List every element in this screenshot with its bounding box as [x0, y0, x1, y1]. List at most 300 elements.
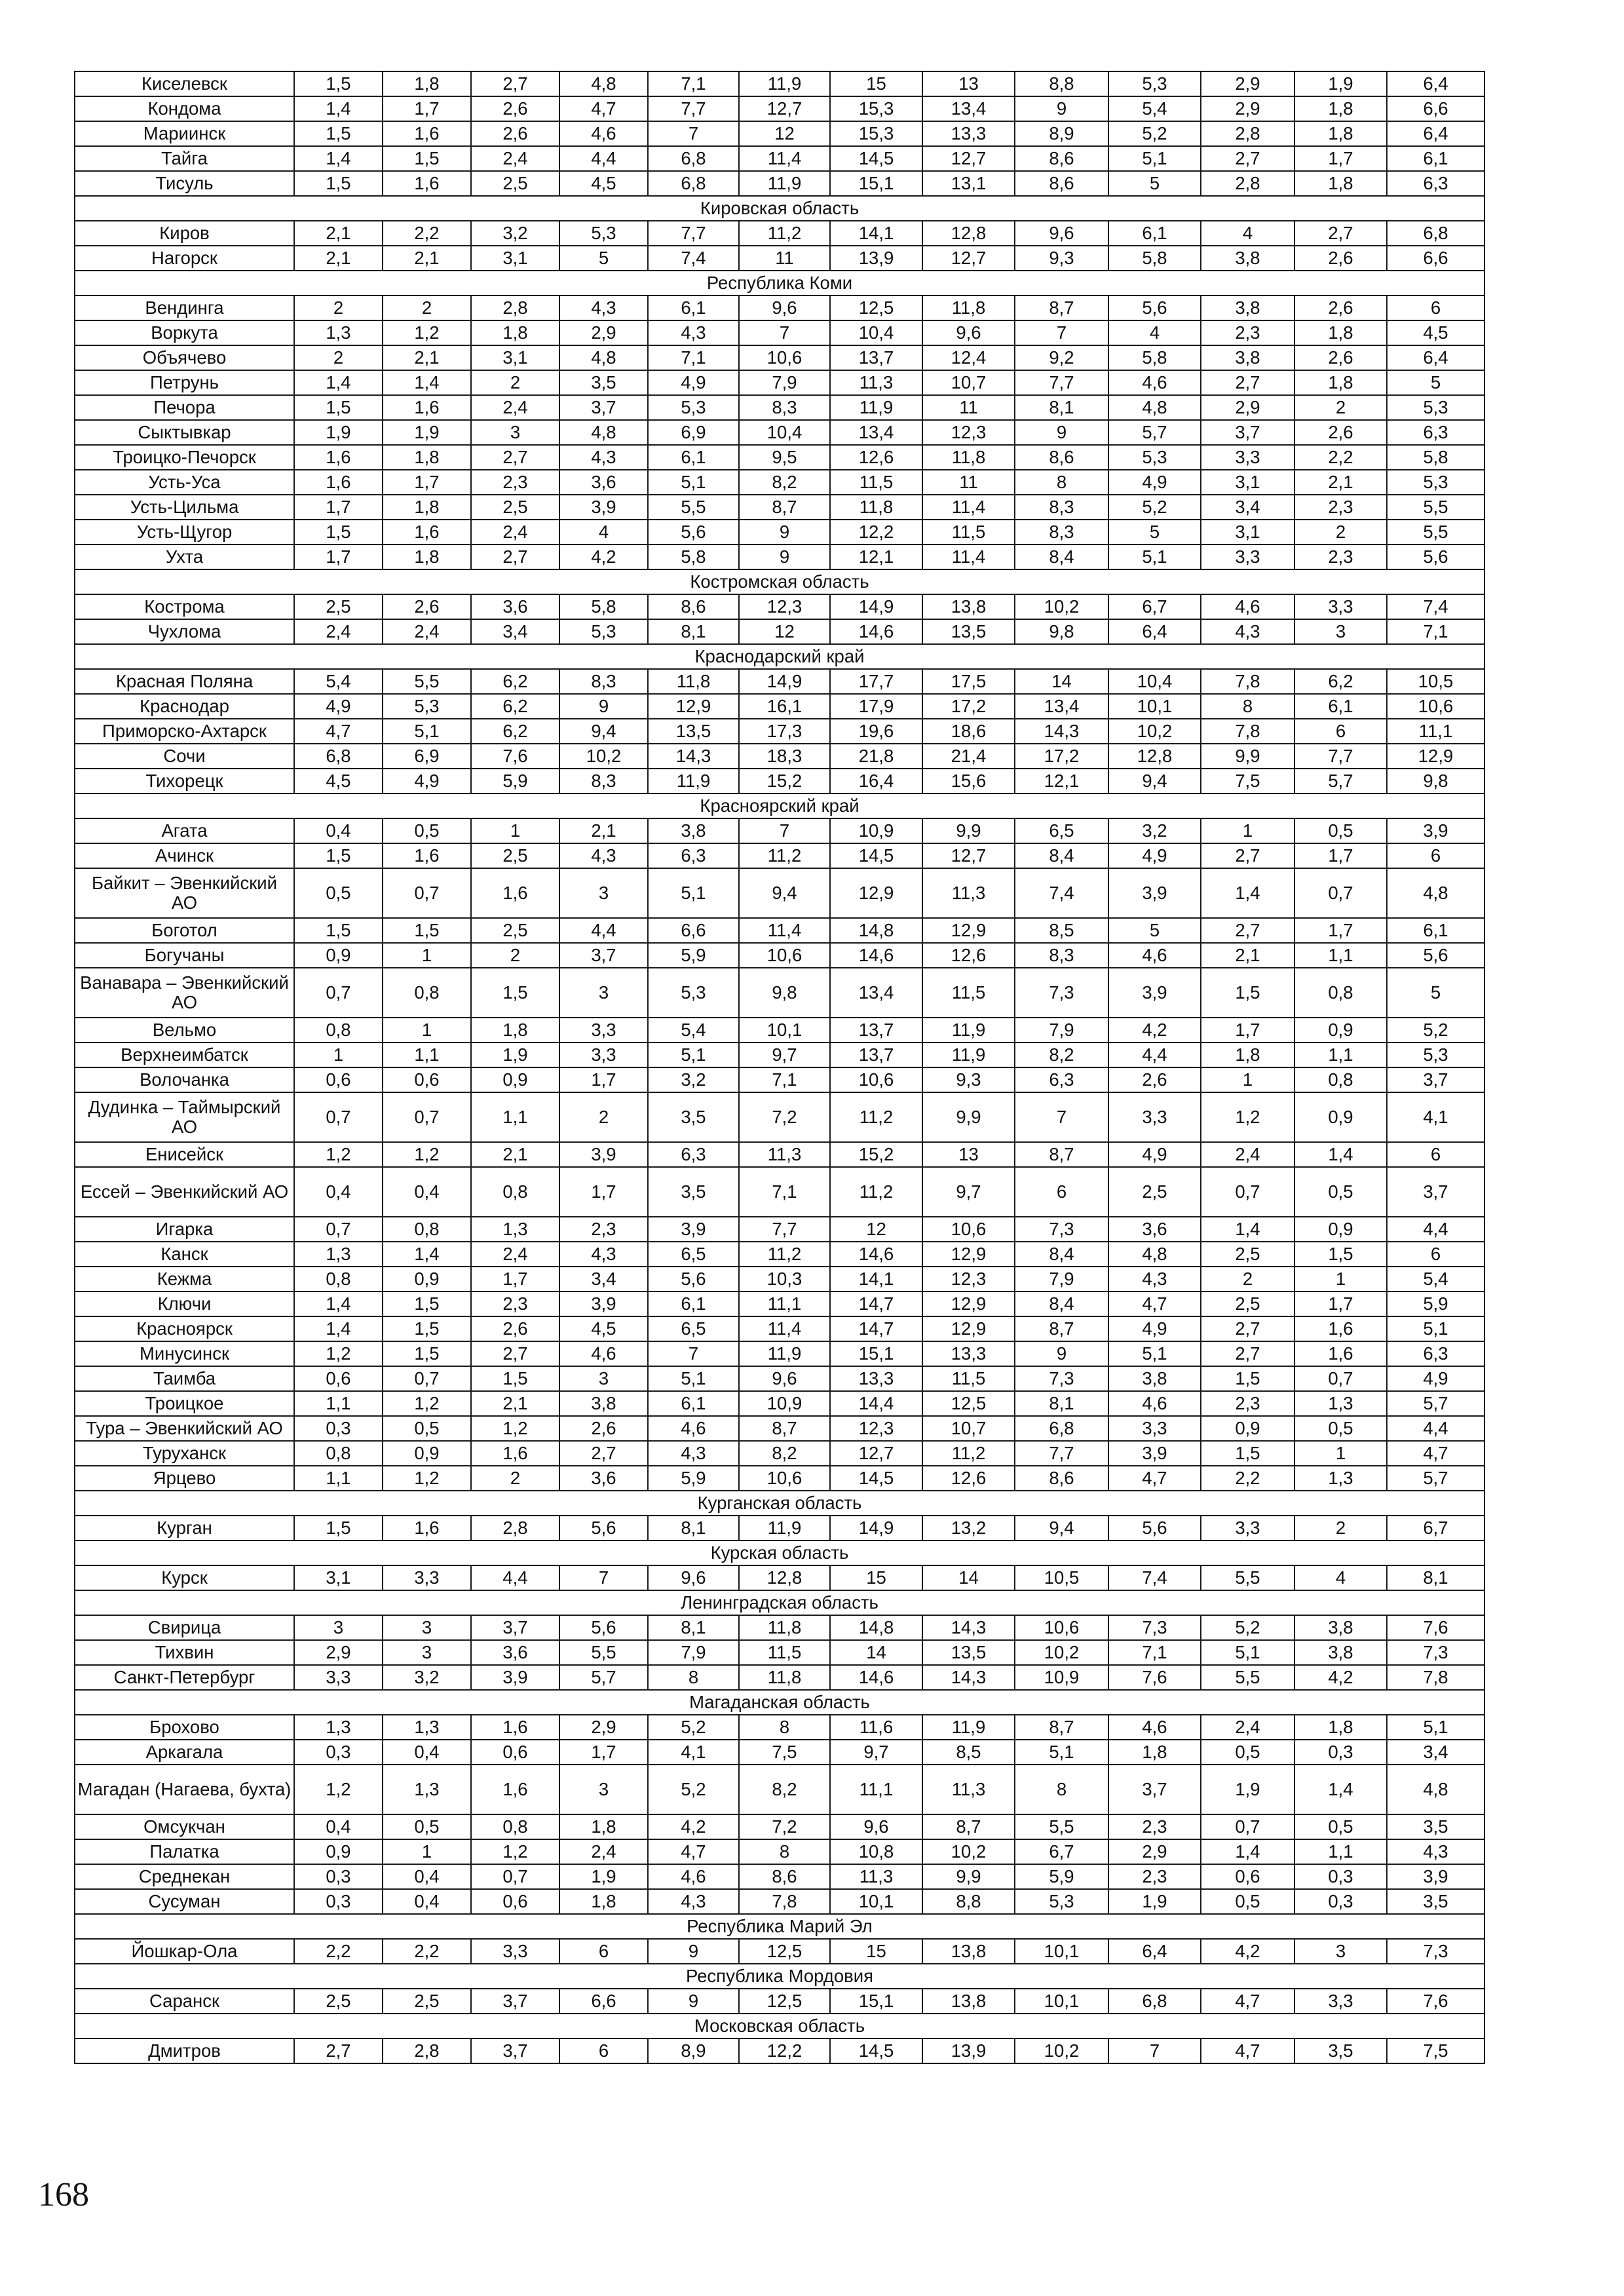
value-cell: 2	[1294, 520, 1387, 545]
value-cell: 4,8	[1387, 868, 1484, 918]
value-cell: 0,4	[383, 1889, 471, 1914]
station-name: Тихвин	[75, 1640, 294, 1665]
value-cell: 7,7	[648, 221, 739, 246]
value-cell: 5,2	[1108, 121, 1201, 146]
value-cell: 7,2	[739, 1814, 830, 1839]
value-cell: 5	[1108, 520, 1201, 545]
value-cell: 8,7	[922, 1814, 1015, 1839]
station-name: Дудинка – Таймырский АО	[75, 1092, 294, 1142]
value-cell: 2	[383, 296, 471, 320]
value-cell: 4	[1201, 221, 1294, 246]
table-row	[75, 370, 1484, 395]
station-name: Свирица	[75, 1615, 294, 1640]
value-cell: 6,5	[648, 1242, 739, 1267]
value-cell: 5,1	[1201, 1640, 1294, 1665]
table-row	[75, 1466, 1484, 1491]
table-row	[75, 918, 1484, 943]
value-cell: 4,4	[471, 1565, 559, 1590]
value-cell: 1,4	[383, 1242, 471, 1267]
value-cell: 9,4	[739, 868, 830, 918]
value-cell: 1,6	[294, 470, 383, 495]
value-cell: 5,1	[648, 868, 739, 918]
region-name: Кировская область	[75, 196, 1484, 221]
value-cell: 2,8	[383, 2038, 471, 2063]
station-name: Ярцево	[75, 1466, 294, 1491]
value-cell: 15	[830, 1939, 922, 1964]
region-name: Краснодарский край	[75, 644, 1484, 669]
value-cell: 4	[1108, 320, 1201, 345]
value-cell: 5,1	[648, 1366, 739, 1391]
value-cell: 11,6	[830, 1715, 922, 1740]
value-cell: 3,1	[1201, 520, 1294, 545]
value-cell: 1,5	[383, 1316, 471, 1341]
value-cell: 5,4	[294, 669, 383, 694]
value-cell: 2,7	[1201, 1316, 1294, 1341]
value-cell: 1,8	[1294, 121, 1387, 146]
value-cell: 6,4	[1387, 71, 1484, 96]
value-cell: 2,7	[1201, 918, 1294, 943]
value-cell: 6,2	[471, 719, 559, 744]
value-cell: 7,7	[648, 96, 739, 121]
value-cell: 1,5	[294, 121, 383, 146]
value-cell: 3,4	[559, 1267, 648, 1292]
value-cell: 12,1	[1015, 769, 1108, 794]
value-cell: 9,9	[922, 1864, 1015, 1889]
value-cell: 8	[1015, 470, 1108, 495]
value-cell: 10,6	[1015, 1615, 1108, 1640]
region-name: Курская область	[75, 1540, 1484, 1565]
table-row	[75, 1366, 1484, 1391]
value-cell: 5,5	[1201, 1565, 1294, 1590]
value-cell: 4,8	[559, 345, 648, 370]
value-cell: 1,8	[1201, 1043, 1294, 1067]
value-cell: 12,3	[922, 420, 1015, 445]
value-cell: 5,1	[1015, 1740, 1108, 1765]
value-cell: 0,5	[1201, 1740, 1294, 1765]
value-cell: 13,9	[830, 246, 922, 271]
station-name: Туруханск	[75, 1441, 294, 1466]
value-cell: 11,8	[648, 669, 739, 694]
value-cell: 2,4	[1201, 1142, 1294, 1167]
value-cell: 13,5	[922, 619, 1015, 644]
value-cell: 13	[922, 1142, 1015, 1167]
value-cell: 6,8	[1387, 221, 1484, 246]
value-cell: 7,5	[1201, 769, 1294, 794]
value-cell: 3,7	[471, 1989, 559, 2014]
value-cell: 5,3	[559, 221, 648, 246]
value-cell: 8	[1015, 1765, 1108, 1814]
value-cell: 7	[739, 818, 830, 843]
value-cell: 8,1	[1015, 395, 1108, 420]
station-name: Тайга	[75, 146, 294, 171]
value-cell: 4,6	[648, 1416, 739, 1441]
station-name: Таимба	[75, 1366, 294, 1391]
value-cell: 5,5	[1201, 1665, 1294, 1690]
station-name: Саранск	[75, 1989, 294, 2014]
value-cell: 12	[739, 619, 830, 644]
value-cell: 10,1	[1108, 694, 1201, 719]
value-cell: 1,4	[294, 96, 383, 121]
value-cell: 11,9	[648, 769, 739, 794]
value-cell: 2,8	[471, 1516, 559, 1540]
value-cell: 5,5	[648, 495, 739, 520]
value-cell: 7,7	[1294, 744, 1387, 769]
value-cell: 0,7	[294, 968, 383, 1018]
value-cell: 4,9	[383, 769, 471, 794]
value-cell: 1	[383, 943, 471, 968]
value-cell: 13,5	[648, 719, 739, 744]
value-cell: 7,8	[739, 1889, 830, 1914]
value-cell: 2,1	[383, 246, 471, 271]
value-cell: 7,4	[1387, 594, 1484, 619]
value-cell: 1,3	[471, 1217, 559, 1242]
value-cell: 7,1	[739, 1067, 830, 1092]
value-cell: 7,6	[471, 744, 559, 769]
table-row	[75, 296, 1484, 320]
value-cell: 4,5	[294, 769, 383, 794]
value-cell: 1,9	[1108, 1889, 1201, 1914]
value-cell: 1,6	[294, 445, 383, 470]
value-cell: 9,6	[739, 1366, 830, 1391]
value-cell: 4,3	[1387, 1839, 1484, 1864]
value-cell: 7,3	[1015, 968, 1108, 1018]
value-cell: 0,4	[383, 1740, 471, 1765]
station-name: Троицкое	[75, 1391, 294, 1416]
station-name: Енисейск	[75, 1142, 294, 1167]
value-cell: 0,3	[1294, 1864, 1387, 1889]
value-cell: 5	[1108, 918, 1201, 943]
value-cell: 1,6	[383, 843, 471, 868]
value-cell: 0,7	[294, 1217, 383, 1242]
value-cell: 2,3	[559, 1217, 648, 1242]
value-cell: 17,2	[1015, 744, 1108, 769]
region-header-row	[75, 644, 1484, 669]
value-cell: 2,6	[471, 1316, 559, 1341]
value-cell: 3,4	[1201, 495, 1294, 520]
value-cell: 8,2	[1015, 1043, 1108, 1067]
value-cell: 3,9	[1108, 1441, 1201, 1466]
value-cell: 4,5	[1387, 320, 1484, 345]
value-cell: 9,2	[1015, 345, 1108, 370]
station-name: Воркута	[75, 320, 294, 345]
value-cell: 12,3	[739, 594, 830, 619]
value-cell: 5,6	[1387, 545, 1484, 569]
value-cell: 8,4	[1015, 843, 1108, 868]
table-row	[75, 694, 1484, 719]
value-cell: 0,5	[383, 818, 471, 843]
table-row	[75, 146, 1484, 171]
value-cell: 6	[1294, 719, 1387, 744]
value-cell: 8,1	[648, 1516, 739, 1540]
value-cell: 14,3	[922, 1615, 1015, 1640]
table-row	[75, 769, 1484, 794]
value-cell: 3,8	[1294, 1615, 1387, 1640]
value-cell: 8,7	[1015, 1142, 1108, 1167]
value-cell: 7,4	[1015, 868, 1108, 918]
value-cell: 5,6	[559, 1516, 648, 1540]
value-cell: 0,4	[383, 1167, 471, 1217]
value-cell: 12,9	[922, 1316, 1015, 1341]
value-cell: 4,5	[559, 171, 648, 196]
value-cell: 11,9	[739, 1341, 830, 1366]
value-cell: 2,5	[471, 495, 559, 520]
value-cell: 1,6	[383, 171, 471, 196]
table-row	[75, 719, 1484, 744]
value-cell: 14,3	[1015, 719, 1108, 744]
value-cell: 6	[559, 1939, 648, 1964]
value-cell: 1,3	[1294, 1466, 1387, 1491]
value-cell: 9,7	[922, 1167, 1015, 1217]
table-row	[75, 320, 1484, 345]
value-cell: 3,5	[648, 1092, 739, 1142]
table-row	[75, 1416, 1484, 1441]
value-cell: 2	[471, 370, 559, 395]
value-cell: 10,4	[830, 320, 922, 345]
station-name: Тура – Эвенкийский АО	[75, 1416, 294, 1441]
value-cell: 10,2	[559, 744, 648, 769]
value-cell: 9	[739, 545, 830, 569]
value-cell: 5,9	[471, 769, 559, 794]
value-cell: 1,7	[383, 96, 471, 121]
table-row	[75, 868, 1484, 918]
value-cell: 11,1	[1387, 719, 1484, 744]
value-cell: 8,9	[1015, 121, 1108, 146]
value-cell: 2,5	[471, 843, 559, 868]
region-name: Курганская область	[75, 1491, 1484, 1516]
value-cell: 2,5	[1201, 1242, 1294, 1267]
value-cell: 13,5	[922, 1640, 1015, 1665]
table-row	[75, 619, 1484, 644]
value-cell: 11,4	[739, 1316, 830, 1341]
value-cell: 11,9	[739, 171, 830, 196]
value-cell: 8,7	[739, 1416, 830, 1441]
value-cell: 14,1	[830, 1267, 922, 1292]
value-cell: 4,4	[559, 918, 648, 943]
value-cell: 2,4	[471, 395, 559, 420]
value-cell: 0,9	[294, 1839, 383, 1864]
value-cell: 2,1	[294, 246, 383, 271]
value-cell: 7,5	[739, 1740, 830, 1765]
value-cell: 13,8	[922, 1939, 1015, 1964]
value-cell: 3,3	[1201, 545, 1294, 569]
value-cell: 1,8	[1294, 171, 1387, 196]
station-name: Мариинск	[75, 121, 294, 146]
value-cell: 2,3	[1108, 1864, 1201, 1889]
value-cell: 11,4	[922, 545, 1015, 569]
value-cell: 10,2	[1015, 2038, 1108, 2063]
value-cell: 5,1	[1387, 1316, 1484, 1341]
value-cell: 4,7	[294, 719, 383, 744]
value-cell: 4,8	[559, 420, 648, 445]
value-cell: 1,7	[559, 1067, 648, 1092]
value-cell: 4,8	[1108, 395, 1201, 420]
table-row	[75, 345, 1484, 370]
value-cell: 2,6	[1294, 345, 1387, 370]
value-cell: 1,5	[294, 1516, 383, 1540]
value-cell: 1,7	[559, 1167, 648, 1217]
value-cell: 11	[922, 395, 1015, 420]
value-cell: 12,8	[1108, 744, 1201, 769]
value-cell: 4,6	[1108, 370, 1201, 395]
value-cell: 9,8	[1387, 769, 1484, 794]
value-cell: 5,8	[1108, 345, 1201, 370]
value-cell: 14	[1015, 669, 1108, 694]
value-cell: 18,3	[739, 744, 830, 769]
value-cell: 9	[1015, 1341, 1108, 1366]
value-cell: 14,7	[830, 1316, 922, 1341]
value-cell: 6,8	[1108, 1989, 1201, 2014]
value-cell: 2,3	[1108, 1814, 1201, 1839]
value-cell: 4,3	[559, 445, 648, 470]
value-cell: 9	[1015, 420, 1108, 445]
value-cell: 1,7	[559, 1740, 648, 1765]
value-cell: 1,8	[559, 1889, 648, 1914]
value-cell: 3	[383, 1640, 471, 1665]
value-cell: 1,1	[294, 1391, 383, 1416]
value-cell: 3	[559, 1765, 648, 1814]
value-cell: 2,9	[1201, 96, 1294, 121]
page-number: 168	[38, 2176, 89, 2213]
value-cell: 3,9	[471, 1665, 559, 1690]
value-cell: 17,2	[922, 694, 1015, 719]
value-cell: 7,6	[1387, 1615, 1484, 1640]
value-cell: 1,8	[1294, 320, 1387, 345]
value-cell: 1,7	[294, 545, 383, 569]
value-cell: 7,1	[1108, 1640, 1201, 1665]
value-cell: 2,7	[1201, 843, 1294, 868]
value-cell: 4,6	[559, 1341, 648, 1366]
value-cell: 8	[739, 1715, 830, 1740]
table-row	[75, 1341, 1484, 1366]
table-row	[75, 1292, 1484, 1316]
table-row	[75, 1092, 1484, 1142]
value-cell: 2,8	[471, 296, 559, 320]
value-cell: 15	[830, 1565, 922, 1590]
value-cell: 8,8	[1015, 71, 1108, 96]
value-cell: 2	[294, 296, 383, 320]
value-cell: 1,6	[383, 395, 471, 420]
value-cell: 7,6	[1387, 1989, 1484, 2014]
value-cell: 10,8	[830, 1839, 922, 1864]
value-cell: 1,4	[383, 370, 471, 395]
value-cell: 11,2	[922, 1441, 1015, 1466]
value-cell: 8	[739, 1839, 830, 1864]
value-cell: 5,8	[1387, 445, 1484, 470]
station-name: Байкит – Эвенкийский АО	[75, 868, 294, 918]
value-cell: 0,7	[383, 868, 471, 918]
value-cell: 7,8	[1387, 1665, 1484, 1690]
value-cell: 5,7	[1294, 769, 1387, 794]
value-cell: 9,4	[1015, 1516, 1108, 1540]
value-cell: 11,3	[830, 1864, 922, 1889]
value-cell: 1,5	[294, 171, 383, 196]
value-cell: 15	[830, 71, 922, 96]
station-name: Ключи	[75, 1292, 294, 1316]
value-cell: 6,1	[1387, 146, 1484, 171]
value-cell: 1,8	[471, 1018, 559, 1043]
value-cell: 1,5	[1201, 1441, 1294, 1466]
value-cell: 3,9	[559, 495, 648, 520]
value-cell: 2,7	[294, 2038, 383, 2063]
value-cell: 2,3	[471, 1292, 559, 1316]
value-cell: 2,4	[471, 1242, 559, 1267]
value-cell: 3,5	[1294, 2038, 1387, 2063]
value-cell: 1,4	[1294, 1142, 1387, 1167]
value-cell: 2,1	[559, 818, 648, 843]
table-row	[75, 1989, 1484, 2014]
region-header-row	[75, 1690, 1484, 1715]
value-cell: 7	[1108, 2038, 1201, 2063]
value-cell: 9,8	[739, 968, 830, 1018]
region-header-row	[75, 1540, 1484, 1565]
value-cell: 10,9	[739, 1391, 830, 1416]
value-cell: 5,6	[559, 1615, 648, 1640]
station-name: Киров	[75, 221, 294, 246]
value-cell: 1,7	[1294, 918, 1387, 943]
value-cell: 4,6	[559, 121, 648, 146]
value-cell: 0,8	[471, 1814, 559, 1839]
value-cell: 1,2	[1201, 1092, 1294, 1142]
value-cell: 9,9	[1201, 744, 1294, 769]
value-cell: 17,5	[922, 669, 1015, 694]
value-cell: 7	[1015, 320, 1108, 345]
value-cell: 15,1	[830, 171, 922, 196]
value-cell: 3,4	[1387, 1740, 1484, 1765]
value-cell: 10,7	[922, 1416, 1015, 1441]
value-cell: 6,5	[648, 1316, 739, 1341]
value-cell: 0,5	[383, 1416, 471, 1441]
value-cell: 0,9	[1294, 1092, 1387, 1142]
value-cell: 8,1	[648, 619, 739, 644]
station-name: Минусинск	[75, 1341, 294, 1366]
value-cell: 6,7	[1015, 1839, 1108, 1864]
value-cell: 2,5	[294, 594, 383, 619]
value-cell: 12,2	[830, 520, 922, 545]
value-cell: 6,3	[1387, 171, 1484, 196]
value-cell: 13,8	[922, 594, 1015, 619]
value-cell: 2,7	[1294, 221, 1387, 246]
value-cell: 1	[1294, 1267, 1387, 1292]
value-cell: 2,9	[294, 1640, 383, 1665]
value-cell: 11,5	[922, 968, 1015, 1018]
value-cell: 1,5	[383, 1341, 471, 1366]
value-cell: 14,8	[830, 1615, 922, 1640]
value-cell: 5,9	[648, 943, 739, 968]
value-cell: 8,3	[559, 669, 648, 694]
value-cell: 12,5	[830, 296, 922, 320]
value-cell: 3,7	[471, 2038, 559, 2063]
value-cell: 11,2	[739, 843, 830, 868]
value-cell: 7,3	[1015, 1366, 1108, 1391]
value-cell: 5,6	[648, 520, 739, 545]
region-name: Республика Мордовия	[75, 1964, 1484, 1989]
value-cell: 3,1	[1201, 470, 1294, 495]
value-cell: 7,7	[739, 1217, 830, 1242]
table-row	[75, 1316, 1484, 1341]
value-cell: 14,5	[830, 146, 922, 171]
value-cell: 12,5	[739, 1939, 830, 1964]
table-row	[75, 171, 1484, 196]
station-name: Троицко-Печорск	[75, 445, 294, 470]
value-cell: 4,9	[1387, 1366, 1484, 1391]
value-cell: 6,2	[471, 669, 559, 694]
value-cell: 6,1	[1294, 694, 1387, 719]
station-name: Санкт-Петербург	[75, 1665, 294, 1690]
value-cell: 4,6	[1108, 1715, 1201, 1740]
value-cell: 5,7	[559, 1665, 648, 1690]
value-cell: 5,5	[559, 1640, 648, 1665]
value-cell: 1,4	[1201, 868, 1294, 918]
